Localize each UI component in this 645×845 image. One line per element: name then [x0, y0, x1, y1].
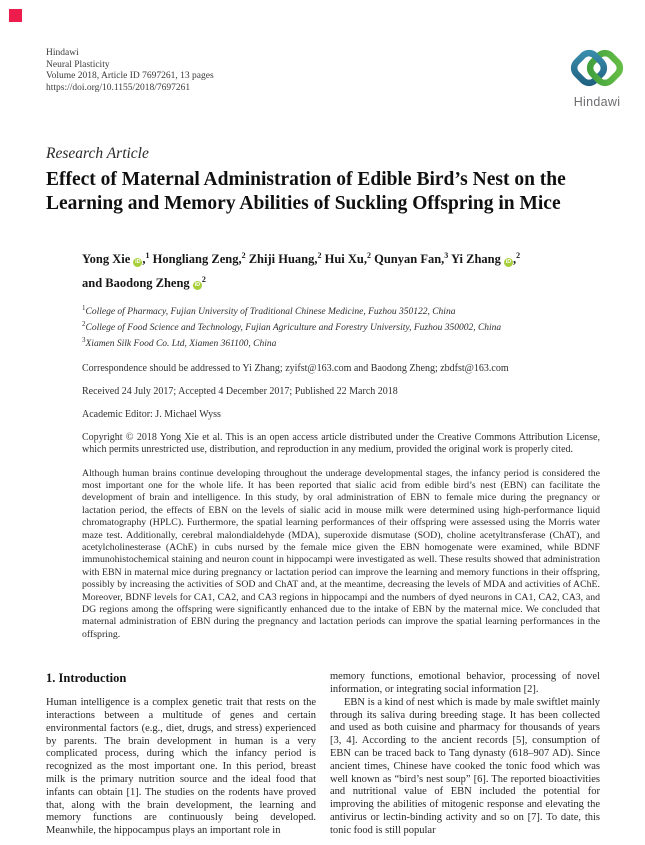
- affiliations: [82, 303, 600, 351]
- red-square-marker: [9, 9, 22, 22]
- author-name: Hui Xu: [324, 252, 364, 267]
- abstract-text: Although human brains continue developing throughout the underage developmental stages, the infancy period is considered the most important one for the whole life. It has been reported that sialic acid from edible bird’s nest (EBN) can facilitate the development of brain and intelligence. In this study, by oral administration of EBN to female mice during the pregnancy or lactation period, the effects of EBN on the levels of sialic acid in mouse milk were determined using high-performance liquid chromatography (HPLC). Furthermore, the spatial learning performances of their offspring were assessed using the Morris water maze test. Additionally, cerebral malondialdehyde (MDA), superoxide dismutase (SOD), choline acetyltransferase (ChAT), and acetylcholinesterase (AChE) in cubs nursed by the female mice given the EBN homogenate were examined, while BDNF immunohistochemical staining and neuron count in hippocampi were investigated as well. These results showed that administration with EBN in maternal mice during pregnancy or lactation period can improve the learning and memory functions in their offspring, possibly by increasing the activities of SOD and ChAT and, at the meantime, decreasing the levels of MDA and activities of AChE. Moreover, BDNF levels for CA1, CA2, and CA3 regions in hippocampi and the numbers of dyed neurons in CA1, CA2, CA3, and DG regions among the offspring were significantly enhanced due to the intake of EBN by the maternal mice. We concluded that maternal administration of EBN during the pregnancy and lactation periods can improve the spatial learning performances in the offspring.: [82, 467, 600, 640]
- author-name: Baodong Zheng: [105, 275, 190, 290]
- logo-wordmark: Hindawi: [573, 95, 621, 109]
- affiliation-line: $^3$Xiamen Silk Food Co. Ltd, Xiamen 361100, China: [82, 335, 277, 349]
- academic-editor-line: Academic Editor: J. Michael Wyss: [82, 409, 221, 421]
- publisher-name: Hindawi: [46, 48, 79, 58]
- history-line: Received 24 July 2017; Accepted 4 December 2017; Published 22 March 2018: [82, 386, 398, 398]
- author-affiliation-sup: 2: [201, 274, 206, 284]
- author-affiliation-sup: 2: [516, 251, 521, 261]
- doi-link[interactable]: https://doi.org/10.1155/2018/7697261: [46, 82, 191, 93]
- email-link-yi-zhang[interactable]: zyifst@163.com: [285, 362, 352, 374]
- author-name: Yi Zhang: [450, 252, 501, 267]
- orcid-icon[interactable]: iD: [135, 258, 141, 265]
- hindawi-logo: [565, 42, 629, 109]
- correspondence-prefix: Correspondence should be addressed to Yi Zhang;: [82, 362, 286, 374]
- intro-paragraph-right-1: memory functions, emotional behavior, processing of novel information, or integrating social information [2].: [330, 671, 600, 696]
- author-line: and Baodong Zheng $iD^2$: [82, 274, 206, 290]
- article-title: [46, 168, 600, 216]
- publication-info: [46, 48, 600, 94]
- hindawi-rings-icon: [567, 42, 627, 94]
- author-name: Yong Xie: [82, 252, 131, 267]
- orcid-icon[interactable]: iD: [194, 281, 201, 288]
- author-lines: [82, 246, 600, 292]
- section-heading-introduction: 1. Introduction: [46, 671, 127, 686]
- affiliation-sup: 2: [82, 319, 86, 328]
- author-name: Zhiji Huang: [248, 252, 315, 267]
- author-affiliation-sup: 2: [241, 251, 246, 261]
- right-column: [330, 671, 600, 838]
- affiliation-sup: 1: [82, 303, 86, 312]
- correspondence-line: [82, 363, 600, 375]
- body-columns: [46, 671, 600, 838]
- title-line-2: Learning and Memory Abilities of Suckling Offspring in Mice: [46, 193, 561, 215]
- title-line-1: Effect of Maternal Administration of Edible Bird’s Nest on the: [46, 169, 566, 191]
- author-line: Yong Xie iD ,$^1$ Hongliang Zeng,$^2$ Zhiji Huang,$^2$ Hui Xu,$^2$ Qunyan Fan,$^3$ Yi Zhang iD ,$^2$: [82, 251, 521, 267]
- author-affiliation-sup: 2: [367, 251, 371, 261]
- author-name: Hongliang Zeng: [152, 252, 239, 267]
- volume-line: Volume 2018, Article ID 7697261, 13 pages: [46, 71, 214, 82]
- email-link-baodong-zheng[interactable]: zbdfst@163.com: [440, 362, 509, 374]
- affiliation-line: $^2$College of Food Science and Technology, Fujian Agriculture and Forestry University, Fuzhou 350002, China: [82, 319, 502, 333]
- affiliation-sup: 3: [82, 335, 86, 344]
- intro-paragraph-right-2: EBN is a kind of nest which is made by male swiftlet mainly through its saliva during breeding stage. It has been collected and used as both cuisine and pharmacy for thousands of years [3, 4]. According to the ancient records [5], consumption of EBN can be traced back to Tang dynasty (618–907 AD). Since ancient times, Chinese have cooked the tonic food which was well known as “bird’s nest soup” [6]. The reported bioactivities and nutritional value of EBN included the potential for improving the abilities of mitogenic response and elevating the antivirus or lectin-binding activity and so on [7]. To date, this tonic food is still popular: [330, 696, 600, 836]
- correspondence-middle: and Baodong Zheng;: [351, 362, 441, 374]
- author-affiliation-sup: 2: [317, 251, 322, 261]
- article-type-label: Research Article: [46, 145, 149, 163]
- affiliation-line: $^1$College of Pharmacy, Fujian University of Traditional Chinese Medicine, Fuzhou 350122, China: [82, 303, 456, 317]
- author-affiliation-sup: 1: [145, 251, 150, 261]
- front-matter: [82, 246, 600, 641]
- copyright-text: Copyright © 2018 Yong Xie et al. This is an open access article distributed under the Creative Commons Attribution License, which permits unrestricted use, distribution, and reproduction in any medium, provided the original work is properly cited.: [82, 431, 600, 455]
- journal-name: Neural Plasticity: [46, 59, 110, 70]
- author-affiliation-sup: 3: [444, 251, 449, 261]
- intro-paragraph-left: Human intelligence is a complex genetic trait that rests on the interactions between a multitude of genes and certain environmental factors (e.g., diet, drugs, and stress) experienced by parents. The brain development in human is a very complicated process, during which the infancy period is recognized as the most important one. In this period, breast milk is the primary nutrition source and the ideal food that infants can obtain [1]. The studies on the rodents have proved that, along with the brain development, the learning and memory functions are continuously being developed. Meanwhile, the hippocampus plays an important role in: [46, 697, 316, 837]
- orcid-icon[interactable]: iD: [505, 258, 512, 265]
- left-column: [46, 671, 316, 838]
- author-name: Qunyan Fan: [374, 252, 442, 267]
- journal-header: [46, 48, 621, 109]
